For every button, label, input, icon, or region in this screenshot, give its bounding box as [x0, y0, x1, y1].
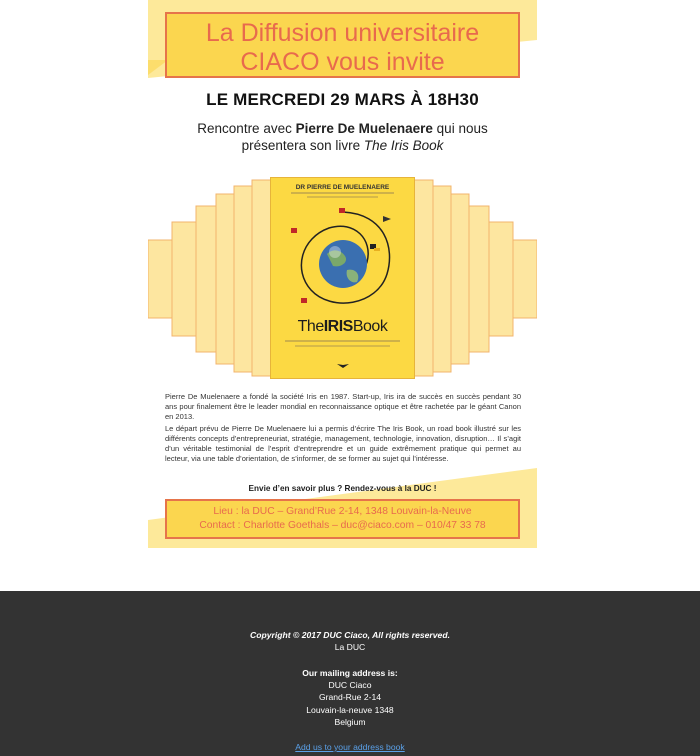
book-cover-image	[271, 178, 414, 378]
intro-text	[168, 120, 517, 154]
add-to-address-book-link[interactable]: Add us to your address book	[295, 742, 405, 752]
title-banner	[165, 12, 520, 78]
speaker-name: Pierre De Muelenaere	[295, 121, 433, 136]
title-line-1: La Diffusion universitaire	[205, 19, 480, 47]
organization-name: La DUC	[334, 642, 366, 652]
copyright: Copyright © 2017 DUC Ciaco, All rights reserved.	[250, 630, 450, 640]
address-line-4: Belgium	[334, 717, 366, 728]
address-line-1: DUC Ciaco	[328, 680, 372, 690]
contact-banner	[165, 499, 520, 539]
book-author: DR PIERRE DE MUELENAERE	[295, 184, 390, 191]
book-title-the: The	[297, 318, 324, 335]
contact-line: Contact : Charlotte Goethals – duc@ciaco.com – 010/47 33 78	[199, 520, 486, 531]
location-line: Lieu : la DUC – Grand’Rue 2-14, 1348 Louvain-la-Neuve	[213, 506, 472, 517]
mailing-address	[0, 679, 700, 729]
book-title	[271, 318, 414, 336]
description	[165, 392, 521, 465]
email-footer	[0, 591, 700, 756]
title-line-2: CIACO vous invite	[240, 48, 445, 76]
address-line-2: Grand-Rue 2-14	[318, 692, 382, 703]
call-to-action: Envie d’en savoir plus ? Rendez-vous à la DUC !	[248, 484, 437, 493]
description-paragraph-2: Le départ prévu de Pierre De Muelenaere lui a permis d’écrire The Iris Book, un road book illustré sur les différents concepts d’entrepreneuriat, stratégie, management, technologie, innovation, disruption… Il s’agit d’un véritable testimonial de l’esprit d’entreprendre et un guide extrêmement pratique qui permet au lecteur, via une table d’orientation, de s’informer, de se former au sujet qui l’intéresse.	[165, 423, 521, 464]
mailing-address-heading: Our mailing address is:	[302, 668, 398, 678]
address-line-3: Louvain-la-neuve 1348	[306, 704, 394, 715]
book-cover-illustration	[271, 178, 414, 378]
description-paragraph-1: Pierre De Muelenaere a fondé la société Iris en 1987. Start-up, Iris ira de succès en succès pendant 30 ans pour finalement être le leader mondial en reconnaissance optique et être rachetée par le géant Canon en 2013.	[165, 392, 521, 422]
book-name: The Iris Book	[363, 138, 444, 153]
book-title-iris: IRIS	[323, 318, 353, 335]
intro-pre: Rencontre avec	[197, 121, 296, 136]
intro-line2: présentera son livre	[241, 138, 364, 153]
event-date: LE MERCREDI 29 MARS À 18H30	[206, 90, 479, 109]
intro-post: qui nous	[432, 121, 488, 136]
invitation-card	[148, 0, 537, 548]
book-title-book: Book	[352, 318, 388, 335]
